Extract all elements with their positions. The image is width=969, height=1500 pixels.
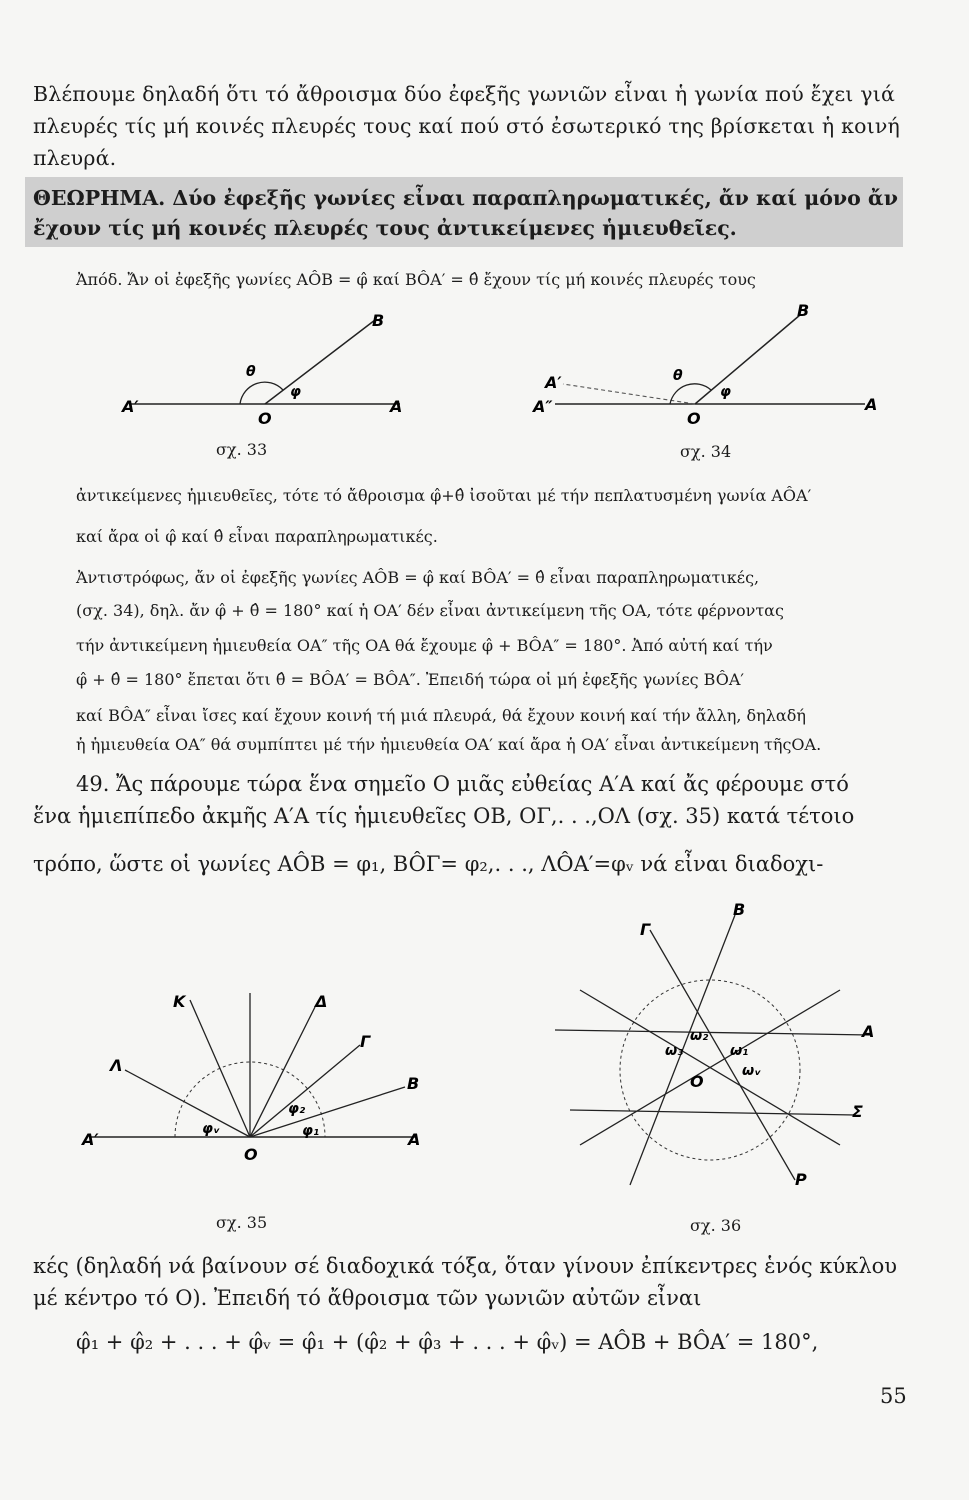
proof-line-6: τήν ἀντικείμενη ἡμιευθεία OA″ τῆς OA θά ἔχουμε φ̂ + BÔA″ = 180°. Ἀπό αὐτή καί τήν <box>76 636 773 655</box>
fig36-label-omegav: ωᵥ <box>742 1063 762 1079</box>
fig35-label-lambda: Λ <box>110 1056 123 1075</box>
sec49-formula: φ̂₁ + φ̂₂ + . . . + φ̂ᵥ = φ̂₁ + (φ̂₂ + φ̂₃ + . . . + φ̂ᵥ) = AÔB + BÔA′ = 180°, <box>76 1330 819 1354</box>
fig33-label-o: O <box>258 409 272 428</box>
figure-33 <box>100 300 430 440</box>
fig33-label-aprime: A′ <box>122 397 139 416</box>
intro-line-2: πλευρές τίς μή κοινές πλευρές τους καί πού στό ἐσωτερικό της βρίσκεται ἡ κοινή <box>33 114 901 138</box>
fig34-label-o: O <box>687 409 701 428</box>
fig36-label-a: A <box>862 1022 875 1041</box>
fig35-label-delta: Δ <box>315 992 328 1011</box>
fig35-label-phi1: φ₁ <box>302 1123 320 1139</box>
fig34-label-phi: φ <box>720 384 731 400</box>
proof-line-2: ἀντικείμενες ἡμιευθεῖες, τότε τό ἄθροισμα φ̂+θ̂ ἰσοῦται μέ τήν πεπλατυσμένη γωνία AÔA′ <box>76 486 812 505</box>
fig34-label-adprime: A″ <box>533 397 553 416</box>
fig33-label-phi: φ <box>290 384 301 400</box>
fig35-ray-lambda <box>125 1070 250 1137</box>
fig33-label-b: B <box>372 311 385 330</box>
fig34-caption: σχ. 34 <box>680 442 732 461</box>
fig33-caption: σχ. 33 <box>216 440 268 459</box>
sec49-line-1: 49. Ἄς πάρουμε τώρα ἕνα σημεῖο O μιᾶς εὐθείας A′A καί ἄς φέρουμε στό <box>76 772 849 796</box>
fig34-ray-ob <box>695 315 800 404</box>
fig35-caption: σχ. 35 <box>216 1213 268 1232</box>
fig35-label-gamma: Γ <box>360 1032 371 1051</box>
proof-line-3: καί ἄρα οἱ φ̂ καί θ̂ εἶναι παραπληρωματικές. <box>76 527 438 546</box>
sec49-line-5: μέ κέντρο τό O). Ἐπειδή τό ἄθροισμα τῶν γωνιῶν αὐτῶν εἶναι <box>33 1286 702 1310</box>
proof-line-8: καί BÔA″ εἶναι ἴσες καί ἔχουν κοινή τή μιά πλευρά, θά ἔχουν κοινή καί τήν ἄλλη, δηλαδή <box>76 706 806 725</box>
fig33-ray-ob <box>265 320 375 404</box>
fig33-label-theta: θ <box>246 364 256 380</box>
figure-35 <box>70 985 470 1175</box>
proof-line-5: (σχ. 34), δηλ. ἄν φ̂ + θ̂ = 180° καί ἡ OA′ δέν εἶναι ἀντικείμενη τῆς OA, τότε φέρνοντας <box>76 601 784 620</box>
fig34-label-b: B <box>797 301 810 320</box>
intro-line-3: πλευρά. <box>33 146 117 170</box>
fig35-label-a: A <box>408 1130 421 1149</box>
fig36-line-a <box>555 1030 870 1035</box>
fig35-label-b: B <box>407 1074 420 1093</box>
fig36-dashed-circle <box>620 980 800 1160</box>
fig35-label-aprime: A′ <box>82 1130 99 1149</box>
fig36-label-sigma: Σ <box>852 1102 863 1121</box>
fig36-label-b: B <box>733 900 746 919</box>
fig36-label-o: O <box>690 1072 704 1091</box>
fig35-ray-delta <box>250 1007 315 1137</box>
sec49-line-3: τρόπο, ὥστε οἱ γωνίες AÔB = φ₁, BÔΓ= φ₂,. . ., ΛÔA′=φᵥ νά εἶναι διαδοχι- <box>33 852 824 876</box>
fig36-label-p: P <box>795 1170 807 1189</box>
fig35-label-o: O <box>244 1145 258 1164</box>
fig35-label-phiv: φᵥ <box>202 1121 220 1137</box>
fig34-arc <box>670 384 711 404</box>
sec49-line-4: κές (δηλαδή νά βαίνουν σέ διαδοχικά τόξα, ὅταν γίνουν ἐπίκεντρες ἑνός κύκλου <box>33 1254 898 1278</box>
fig33-arc <box>240 382 283 404</box>
theorem-line-2: ἔχουν τίς μή κοινές πλευρές τους ἀντικείμενες ἡμιευθεῖες. <box>33 216 737 240</box>
fig34-label-theta: θ <box>673 368 683 384</box>
fig34-label-a: A <box>865 395 878 414</box>
fig36-label-omega3: ω₃ <box>665 1043 684 1059</box>
proof-line-1: Ἀπόδ. Ἄν οἱ ἐφεξῆς γωνίες AÔB = φ̂ καί BÔA′ = θ̂ ἔχουν τίς μή κοινές πλευρές τους <box>76 270 756 289</box>
fig36-label-omega1: ω₁ <box>730 1043 749 1059</box>
proof-line-7: φ̂ + θ̂ = 180° ἔπεται ὅτι θ̂ = BÔA′ = BÔA″. Ἐπειδή τώρα οἱ μή ἐφεξῆς γωνίες BÔA′ <box>76 670 745 689</box>
figure-34 <box>525 300 895 440</box>
proof-line-9: ἡ ἡμιευθεία OA″ θά συμπίπτει μέ τήν ἡμιευθεία OA′ καί ἄρα ἡ OA′ εἶναι ἀντικείμενη τῆςOA. <box>76 735 822 754</box>
fig36-caption: σχ. 36 <box>690 1216 742 1235</box>
theorem-line-1: ΘΕΩΡΗΜΑ. Δύο ἐφεξῆς γωνίες εἶναι παραπληρωματικές, ἄν καί μόνο ἄν <box>33 186 898 210</box>
fig35-ray-k <box>190 1000 250 1137</box>
figure-36 <box>550 895 900 1205</box>
fig33-label-a: A <box>390 397 403 416</box>
fig35-label-phi2: φ₂ <box>288 1101 306 1117</box>
intro-line-1: Βλέπουμε δηλαδή ὅτι τό ἄθροισμα δύο ἐφεξῆς γωνιῶν εἶναι ἡ γωνία πού ἔχει γιά <box>33 82 895 106</box>
proof-line-4: Ἀντιστρόφως, ἄν οἱ ἐφεξῆς γωνίες AÔB = φ̂ καί BÔA′ = θ̂ εἶναι παραπληρωματικές, <box>76 568 760 587</box>
fig36-line-sigma <box>570 1110 855 1115</box>
fig36-label-gamma: Γ <box>640 920 651 939</box>
sec49-line-2: ἕνα ἡμιεπίπεδο ἀκμῆς A′A τίς ἡμιευθεῖες OB, OΓ,. . .,OΛ (σχ. 35) κατά τέτοιο <box>33 804 855 828</box>
fig35-ray-b <box>250 1087 405 1137</box>
page-number: 55 <box>880 1384 907 1408</box>
fig36-label-omega2: ω₂ <box>690 1028 709 1044</box>
fig34-label-aprime: A′ <box>545 373 562 392</box>
fig35-label-k: K <box>173 992 186 1011</box>
